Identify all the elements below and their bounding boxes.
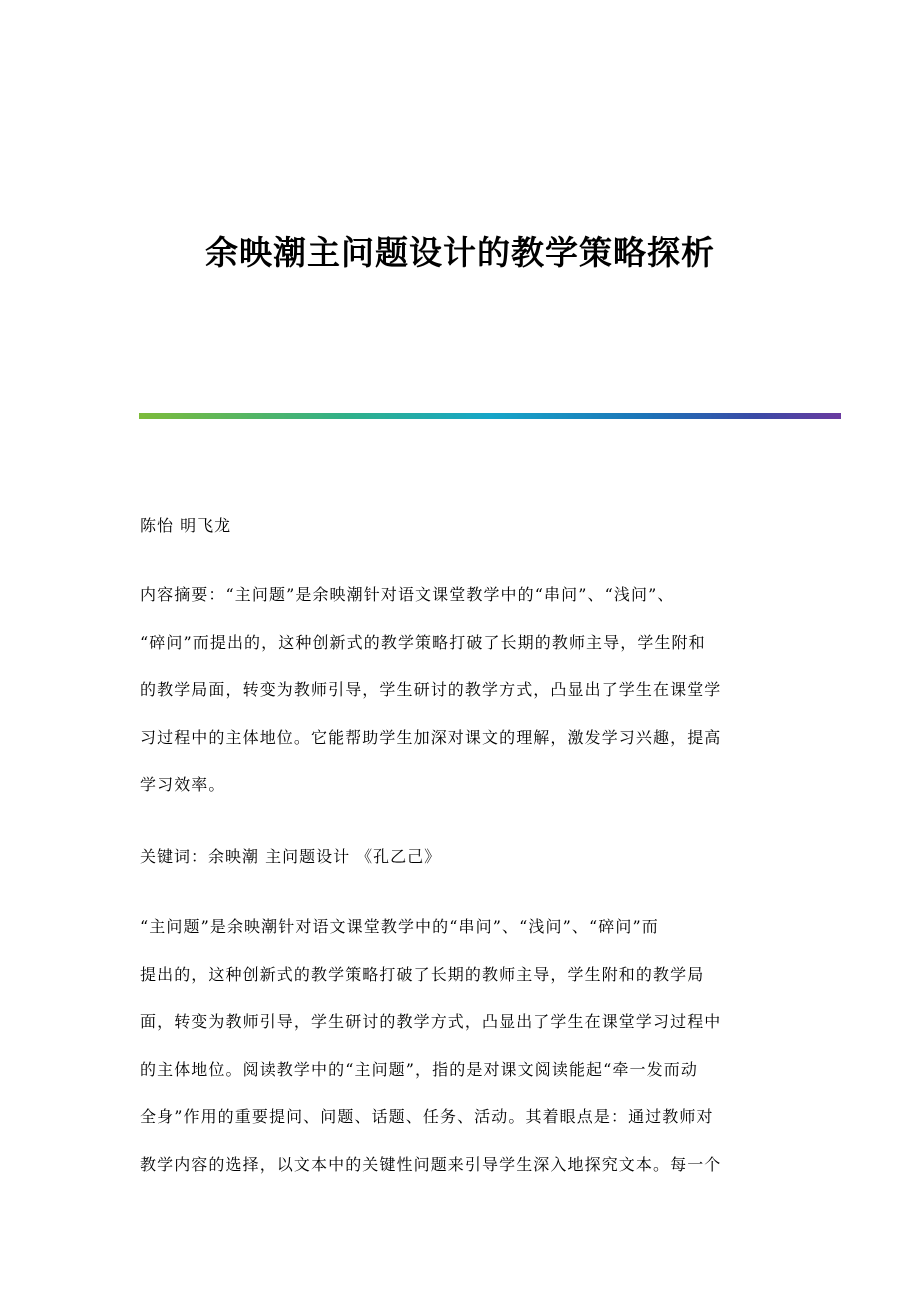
title-divider xyxy=(139,413,841,419)
body-line: 提出的，这种创新式的教学策略打破了长期的教师主导，学生附和的教学局 xyxy=(140,964,705,984)
abstract-line: “碎问”而提出的，这种创新式的教学策略打破了长期的教师主导，学生附和 xyxy=(140,632,706,652)
abstract-line: 习过程中的主体地位。它能帮助学生加深对课文的理解，激发学习兴趣，提高 xyxy=(140,727,722,747)
abstract-line: 的教学局面，转变为教师引导，学生研讨的教学方式，凸显出了学生在课堂学 xyxy=(140,680,722,699)
body-line: 的主体地位。阅读教学中的“主问题”，指的是对课文阅读能起“牵一发而动 xyxy=(140,1059,698,1079)
abstract-line: 学习效率。 xyxy=(140,775,226,794)
body-line: 面，转变为教师引导，学生研讨的教学方式，凸显出了学生在课堂学习过程中 xyxy=(140,1012,722,1031)
keywords: 关键词：余映潮 主问题设计 《孔乙己》 xyxy=(140,847,442,866)
abstract xyxy=(140,571,770,809)
abstract-line: 内容摘要：“主问题”是余映潮针对语文课堂教学中的“串问”、“浅问”、 xyxy=(140,585,675,604)
body-line: 全身”作用的重要提问、问题、话题、任务、活动。其着眼点是：通过教师对 xyxy=(140,1107,714,1126)
body-line: 教学内容的选择，以文本中的关键性问题来引导学生深入地探究文本。每一个 xyxy=(140,1154,722,1174)
body-paragraph xyxy=(140,903,770,1188)
authors: 陈怡 明飞龙 xyxy=(140,516,232,535)
body-line: “主问题”是余映潮针对语文课堂教学中的“串问”、“浅问”、“碎问”而 xyxy=(140,917,659,936)
document-title: 余映潮主问题设计的教学策略探析 xyxy=(205,233,715,272)
